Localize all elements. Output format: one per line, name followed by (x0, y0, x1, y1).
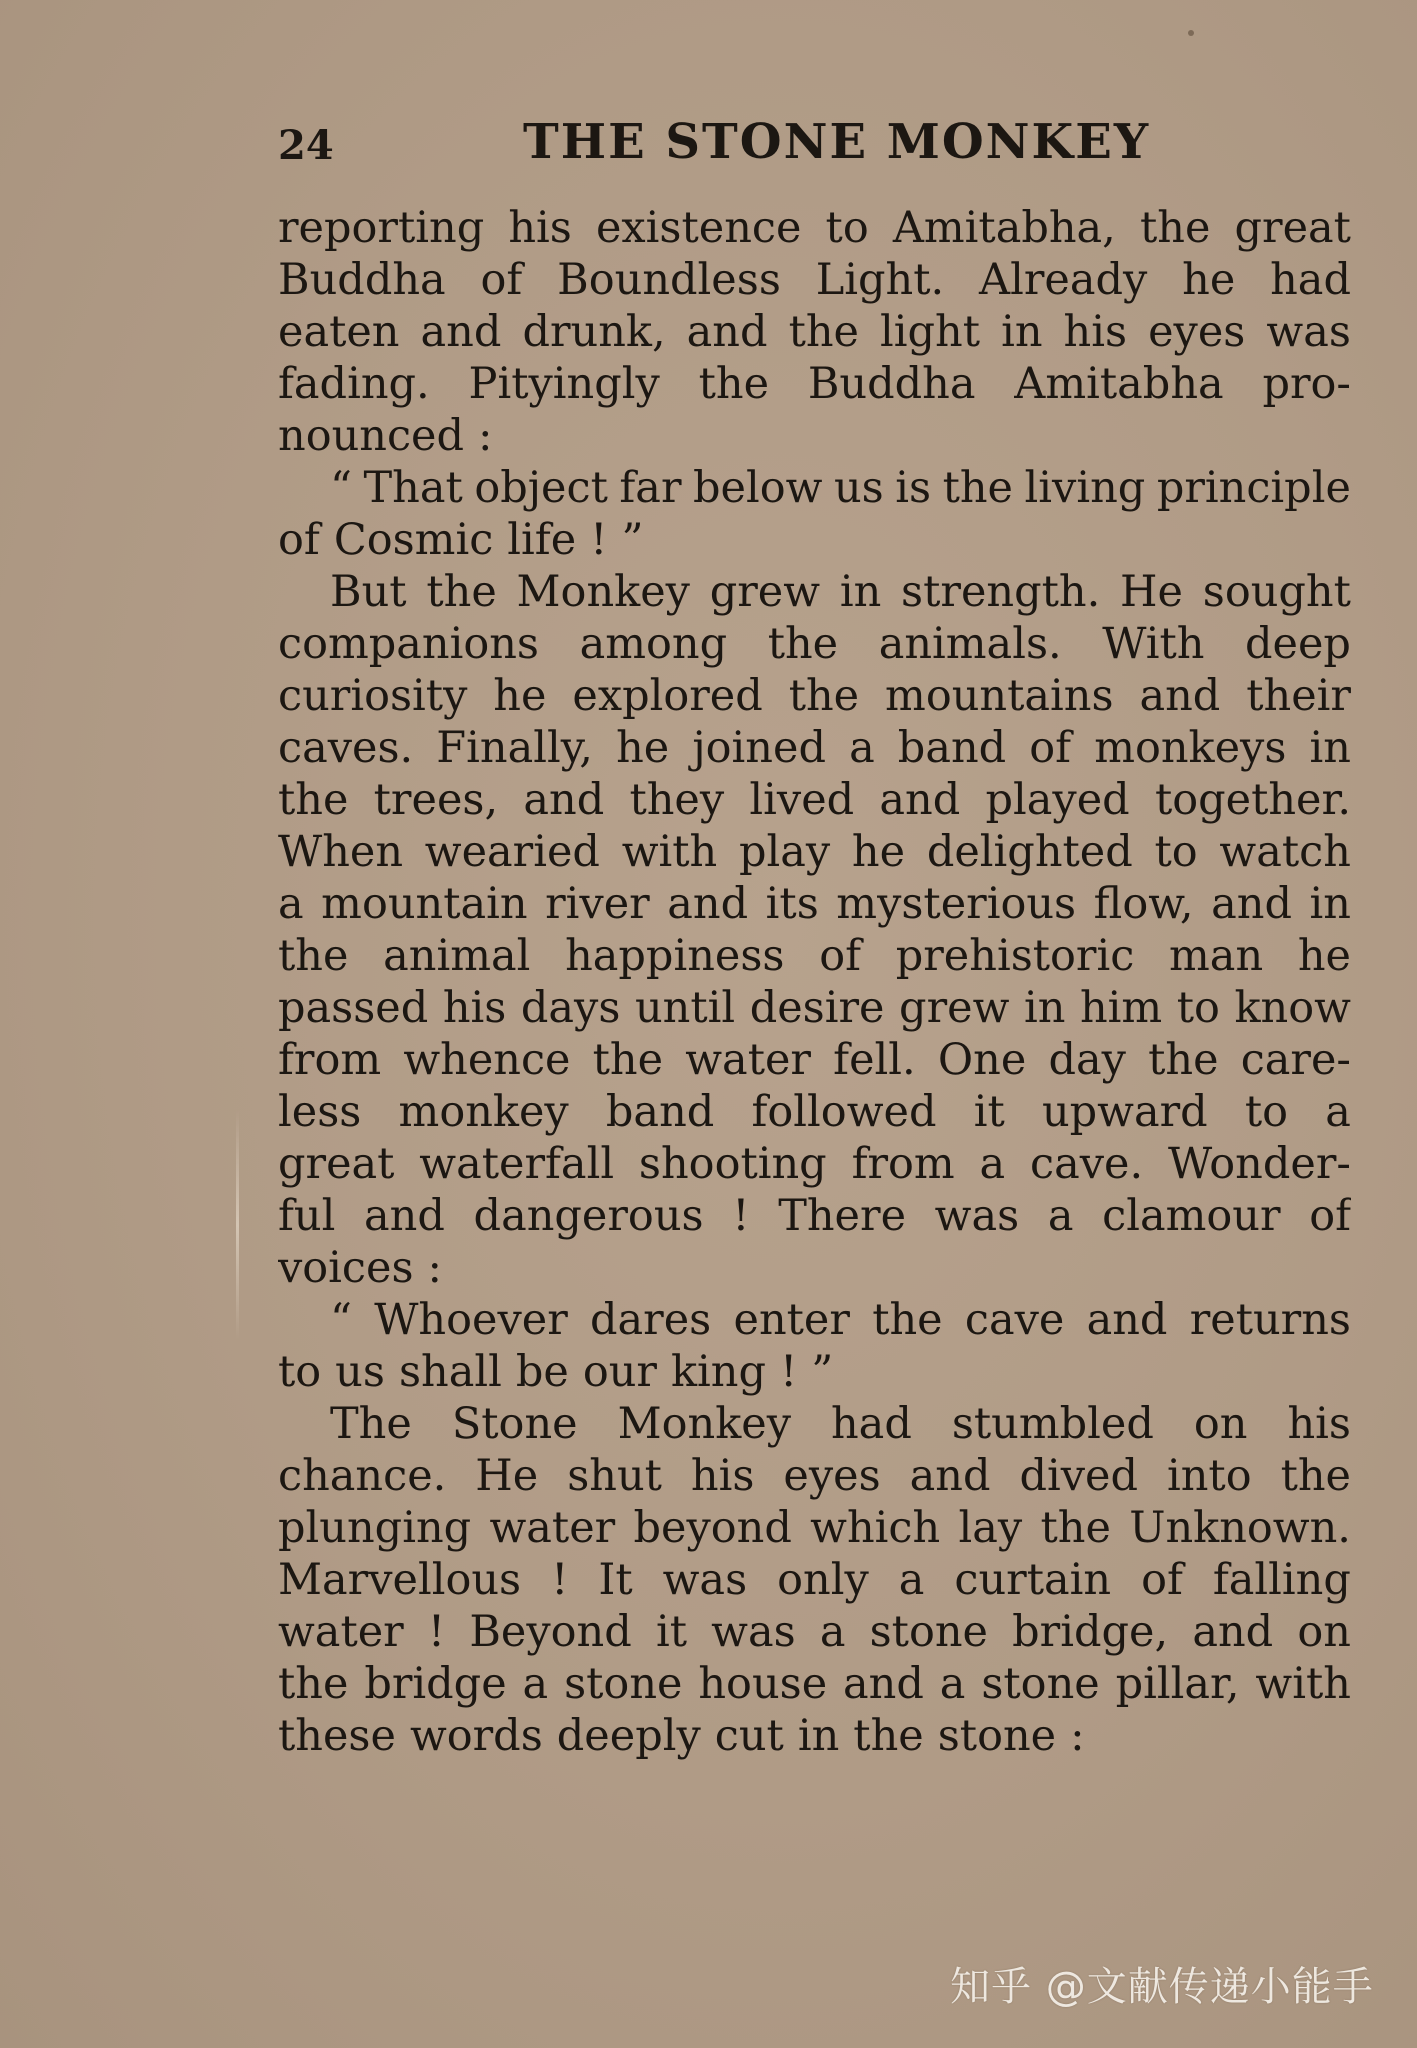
text-line: to us shall be our king ! ” (278, 1347, 834, 1397)
text-line: from whence the water fell. One day the care- (278, 1035, 1351, 1085)
text-line: fading. Pityingly the Buddha Amitabha pro- (278, 359, 1351, 409)
text-line: of Cosmic life ! ” (278, 515, 644, 565)
text-line: curiosity he explored the mountains and their (278, 671, 1351, 721)
text-line: the animal happiness of prehistoric man he (278, 931, 1351, 981)
text-line: eaten and drunk, and the light in his eyes was (278, 307, 1351, 357)
text-line: chance. He shut his eyes and dived into the (278, 1451, 1351, 1501)
text-line: companions among the animals. With deep (278, 619, 1351, 669)
text-line: nounced : (278, 411, 493, 461)
text-line: the trees, and they lived and played together. (278, 775, 1351, 825)
text-line: Buddha of Boundless Light. Already he had (278, 255, 1351, 305)
page-edge-shadow (236, 1110, 239, 1340)
page-header (278, 106, 1151, 176)
text-line: “ That object far below us is the living principle (330, 463, 1351, 513)
text-line: great waterfall shooting from a cave. Wonder- (278, 1139, 1351, 1189)
text-line: water ! Beyond it was a stone bridge, and on (278, 1607, 1351, 1657)
text-line: When wearied with play he delighted to watch (278, 827, 1351, 877)
paper-speck (1188, 30, 1194, 36)
running-title: THE STONE MONKEY (523, 114, 1151, 170)
text-line: reporting his existence to Amitabha, the great (278, 203, 1351, 253)
text-line: the bridge a stone house and a stone pillar, with (278, 1659, 1351, 1709)
text-line: Marvellous ! It was only a curtain of falling (278, 1555, 1351, 1605)
text-line: less monkey band followed it upward to a (278, 1087, 1351, 1137)
text-line: voices : (278, 1243, 443, 1293)
text-line: caves. Finally, he joined a band of monkeys in (278, 723, 1351, 773)
text-line: passed his days until desire grew in him to know (278, 983, 1351, 1033)
text-line: But the Monkey grew in strength. He sought (330, 567, 1351, 617)
watermark: 知乎 @文献传递小能手 (950, 1964, 1374, 2010)
text-line: ful and dangerous ! There was a clamour of (278, 1191, 1351, 1241)
text-line: “ Whoever dares enter the cave and returns (330, 1295, 1351, 1345)
body-text (278, 202, 1351, 1762)
text-line: plunging water beyond which lay the Unknown. (278, 1503, 1351, 1553)
text-line: The Stone Monkey had stumbled on his (330, 1399, 1351, 1449)
text-line: a mountain river and its mysterious flow, and in (278, 879, 1351, 929)
text-line: these words deeply cut in the stone : (278, 1711, 1085, 1761)
page-number: 24 (278, 122, 334, 169)
